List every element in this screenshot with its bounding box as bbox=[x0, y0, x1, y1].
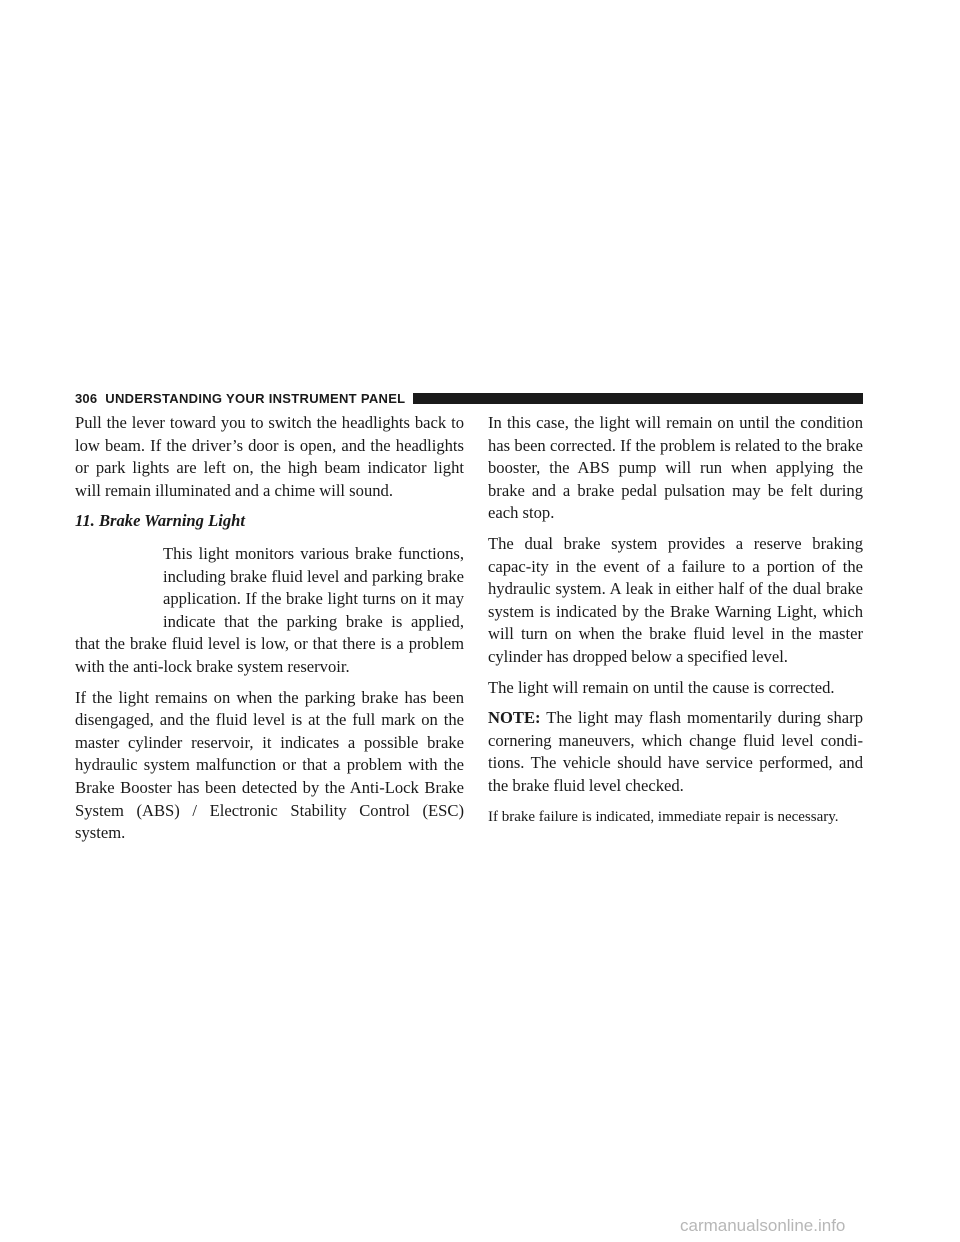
left-column bbox=[75, 412, 464, 853]
brake-warning-icon bbox=[75, 543, 163, 631]
page-number: 306 bbox=[75, 390, 98, 406]
brake-warning-description-text: This light monitors various brake functions, including brake fluid level and parking brake application. If the brake light turns on it may indicate that the parking brake is applied, that the brake fluid level is low, or that there is a problem with the anti-lock brake system reservoir. bbox=[75, 543, 464, 676]
paragraph-note bbox=[488, 707, 863, 797]
paragraph-brake-malfunction: If the light remains on when the parking brake has been disengaged, and the fluid level is at the full mark on the master cylinder reservoir, it indicates a possible brake hydraulic system malfunction or that a problem with the Brake Booster has been detected by the Anti-Lock Brake System (ABS) / Electronic Stability Control (ESC) system. bbox=[75, 687, 464, 843]
right-column bbox=[488, 412, 863, 836]
note-label: NOTE: bbox=[488, 708, 541, 728]
note-text: The light may flash momentarily during sharp cornering maneuvers, which change fluid level condi-tions. The vehicle should have service performed, and the brake fluid level checked. bbox=[488, 708, 863, 795]
paragraph-immediate-repair: If brake failure is indicated, immediate repair is necessary. bbox=[488, 808, 839, 825]
paragraph-dual-brake-system: The dual brake system provides a reserve braking capac-ity in the event of a failure to a portion of the hydraulic system. A leak in either half of the dual brake system is indicated by the Brake Warning Light, which will turn on when the brake fluid level in the master cylinder has dropped below a specified level. bbox=[488, 533, 863, 666]
paragraph-brake-warning-description bbox=[75, 543, 464, 679]
page-header bbox=[75, 391, 863, 405]
heading-brake-warning-light: 11. Brake Warning Light bbox=[75, 511, 245, 531]
section-title: UNDERSTANDING YOUR INSTRUMENT PANEL bbox=[105, 390, 406, 406]
paragraph-high-beam: Pull the lever toward you to switch the headlights back to low beam. If the driver’s door is open, and the headlights or park lights are left on, the high beam indicator light will remain illuminated and a chime will sound. bbox=[75, 413, 464, 500]
paragraph-light-remains-on: The light will remain on until the cause is corrected. bbox=[488, 677, 835, 697]
header-rule bbox=[413, 393, 863, 404]
paragraph-condition-corrected: In this case, the light will remain on until the condition has been corrected. If the problem is related to the brake booster, the ABS pump will run when applying the brake and a brake pedal pulsation may be felt during each stop. bbox=[488, 413, 863, 523]
watermark-text: carmanualsonline.info bbox=[680, 1216, 846, 1235]
